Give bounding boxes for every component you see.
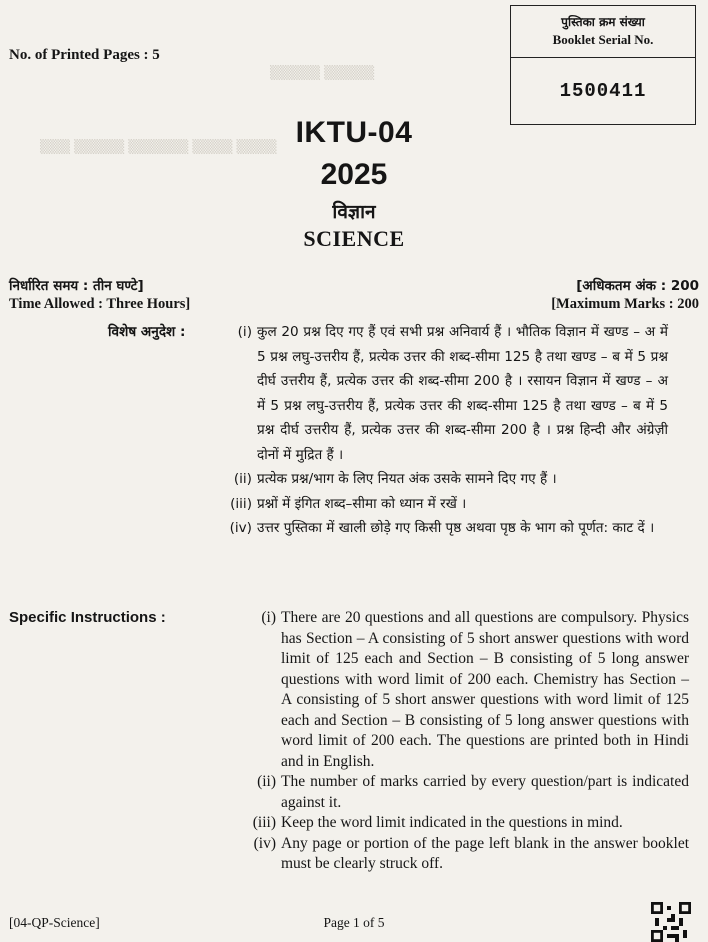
instructions-english (9, 608, 689, 875)
instruction-text: There are 20 questions and all questions are compulsory. Physics has Section – A consisting of 5 short answer questions with word limit of 125 each and Section – B consisting of 5 long answer questions with word limit of 200 each. Chemistry has Section – A consisting of 5 short answer questions with word limit of 125 each and Section – B consisting of 5 long answer questions with word limit of 200 each. The questions are printed both in Hindi and in English. (281, 609, 689, 770)
instruction-number: (iii) (230, 495, 252, 512)
instruction-number: (iv) (229, 520, 252, 536)
instruction-item (218, 320, 668, 467)
booklet-serial-box (510, 5, 696, 125)
serial-header (511, 6, 695, 58)
instruction-text: प्रत्येक प्रश्न/भाग के लिए नियत अंक उसके सामने दिए गए हैं । (257, 471, 557, 487)
instruction-text: उत्तर पुस्तिका में खाली छोड़े गए किसी पृष्ठ अथवा पृष्ठ के भाग को पूर्णत: काट दें । (257, 520, 655, 536)
paper-code: IKTU-04 (295, 116, 413, 149)
instruction-text: कुल 20 प्रश्न दिए गए हैं एवं सभी प्रश्न अनिवार्य हैं । भौतिक विज्ञान में खण्ड – अ में 5 प्रश्न लघु-उत्तरीय हैं, प्रत्येक उत्तर की शब्द-सीमा 125 है तथा खण्ड – ब में 5 प्रश्न दीर्घ उत्तरीय हैं, प्रत्येक उत्तर की शब्द-सीमा 200 है । रसायन विज्ञान में खण्ड – अ में 5 प्रश्न लघु-उत्तरीय हैं, प्रत्येक उत्तर की शब्द-सीमा 125 है तथा खण्ड – ब में 5 प्रश्न दीर्घ उत्तरीय हैं, प्रत्येक उत्तर की शब्द-सीमा 200 है । प्रश्न हिन्दी और अंग्रेज़ी दोनों में मुद्रित हैं । (257, 324, 668, 463)
footer-page-number: Page 1 of 5 (323, 915, 385, 930)
subject-hindi: विज्ञान (332, 201, 376, 223)
instruction-number: (i) (261, 609, 276, 626)
instruction-text: प्रश्नों में इंगित शब्द–सीमा को ध्यान में रखें । (257, 495, 467, 512)
instruction-number: (iii) (252, 814, 276, 831)
instruction-item (242, 608, 689, 772)
instruction-item (242, 813, 689, 834)
bleed-through-text: ▒▒▒▒▒ ▒▒▒▒▒ (270, 66, 375, 81)
instruction-item (218, 467, 668, 492)
instruction-item (242, 772, 689, 813)
footer-paper-code: [04-QP-Science] (9, 915, 100, 930)
instruction-item (218, 516, 668, 541)
instruction-text: Any page or portion of the page left blank in the answer booklet must be clearly struck off. (281, 834, 689, 872)
serial-label-hindi: पुस्तिका क्रम संख्या (561, 15, 645, 29)
printed-pages: No. of Printed Pages : 5 (9, 47, 160, 63)
time-allowed-english: Time Allowed : Three Hours] (9, 296, 191, 312)
instruction-number: (iv) (253, 834, 276, 852)
instruction-item (218, 492, 668, 517)
instruction-number: (ii) (233, 471, 252, 487)
subject-english: SCIENCE (303, 226, 405, 251)
instruction-text: The number of marks carried by every question/part is indicated against it. (281, 773, 689, 811)
instructions-hindi (108, 320, 668, 541)
instruction-text: Keep the word limit indicated in the questions in mind. (281, 814, 623, 831)
serial-number: 1500411 (559, 80, 647, 102)
time-allowed-hindi: निर्धारित समय : तीन घण्टे] (9, 278, 144, 294)
instruction-item (242, 834, 689, 875)
exam-year: 2025 (320, 158, 388, 191)
qr-code-icon (651, 902, 691, 942)
serial-label-english: Booklet Serial No. (552, 32, 654, 47)
bleed-through-text: ▒▒▒ ▒▒▒▒▒ ▒▒▒▒▒▒ ▒▒▒▒ ▒▒▒▒ (40, 140, 277, 155)
max-marks-english: [Maximum Marks : 200 (551, 296, 699, 312)
max-marks-hindi: [अधिकतम अंक : 200 (576, 278, 699, 294)
instructions-hindi-label: विशेष अनुदेश : (108, 324, 186, 340)
instructions-english-label: Specific Instructions : (9, 609, 166, 626)
instruction-number: (ii) (257, 773, 276, 790)
instruction-number: (i) (237, 324, 252, 340)
